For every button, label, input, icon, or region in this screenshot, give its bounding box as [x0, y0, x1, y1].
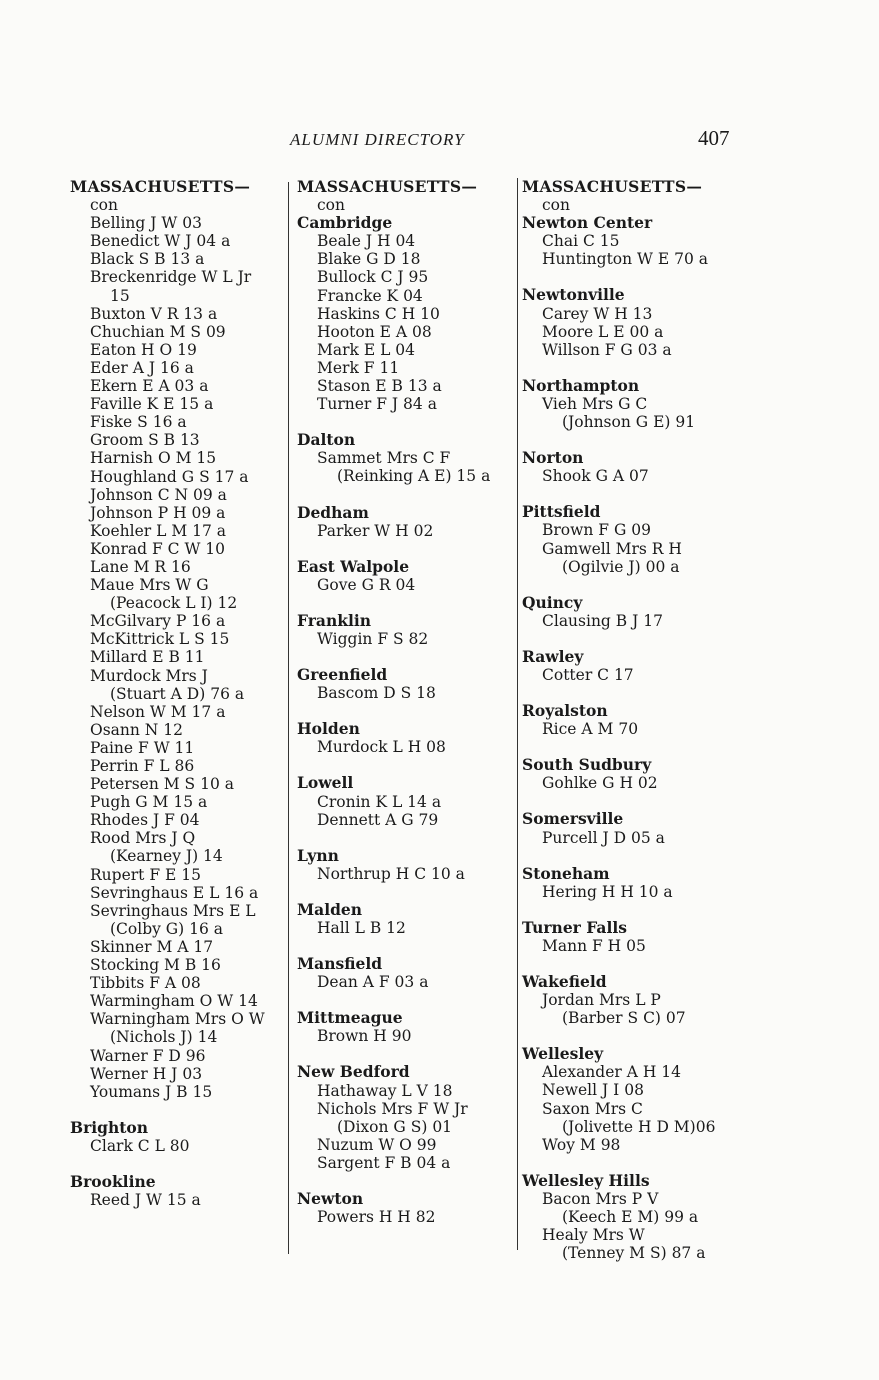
- column-divider: [288, 182, 289, 1254]
- directory-entry: Lane M R 16: [90, 557, 191, 576]
- directory-entry: Dean A F 03 a: [317, 973, 429, 992]
- city-heading: Brookline: [70, 1171, 156, 1191]
- city-heading: Pittsfield: [522, 502, 601, 522]
- directory-entry: McGilvary P 16 a: [90, 612, 226, 631]
- city-heading: Somersville: [522, 809, 624, 829]
- directory-entry: Francke K 04: [317, 286, 423, 305]
- directory-entry: Bascom D S 18: [317, 684, 436, 703]
- entry-continuation: (Ogilvie J) 00 a: [562, 557, 680, 576]
- city-heading: Franklin: [297, 610, 371, 630]
- directory-entry: Sargent F B 04 a: [317, 1153, 451, 1172]
- directory-entry: Werner H J 03: [90, 1064, 203, 1083]
- city-heading: Quincy: [522, 592, 583, 612]
- city-group: [522, 973, 742, 1027]
- continued-label: con: [542, 196, 570, 215]
- directory-entry: Hering H H 10 a: [542, 882, 673, 901]
- city-heading: Rawley: [522, 646, 584, 666]
- city-heading: New Bedford: [297, 1062, 410, 1082]
- city-heading: Wellesley Hills: [522, 1170, 650, 1190]
- city-group: [297, 720, 511, 756]
- directory-entry: Johnson P H 09 a: [90, 503, 226, 522]
- directory-entry: Millard E B 11: [90, 648, 205, 667]
- directory-entry: Pugh G M 15 a: [90, 793, 208, 812]
- directory-entry: Carey W H 13: [542, 304, 653, 323]
- directory-entry: Houghland G S 17 a: [90, 467, 249, 486]
- directory-entry: Chai C 15: [542, 232, 620, 251]
- city-heading: Holden: [297, 719, 360, 739]
- directory-entry: Faville K E 15 a: [90, 395, 214, 414]
- entry-continuation: (Keech E M) 99 a: [562, 1208, 699, 1227]
- directory-entry: Alexander A H 14: [542, 1063, 682, 1082]
- city-group: [297, 1009, 511, 1045]
- directory-entry: Cotter C 17: [542, 665, 634, 684]
- directory-column-2: [297, 178, 511, 1244]
- directory-entry: Murdock Mrs J: [90, 666, 208, 685]
- directory-entry: Mark E L 04: [317, 340, 416, 359]
- directory-entry: Belling J W 03: [90, 214, 202, 233]
- directory-entry: Gove G R 04: [317, 575, 416, 594]
- directory-entry: Nichols Mrs F W Jr: [317, 1099, 468, 1118]
- directory-entry: Chuchian M S 09: [90, 322, 226, 341]
- city-group: [297, 1190, 511, 1226]
- page-header: [0, 126, 879, 156]
- city-group: [522, 865, 742, 901]
- directory-entry: Hathaway L V 18: [317, 1081, 453, 1100]
- directory-entry: Sevringhaus E L 16 a: [90, 883, 259, 902]
- city-group: [297, 612, 511, 648]
- city-group: [70, 1173, 288, 1209]
- city-group: [297, 955, 511, 991]
- directory-entry: Fiske S 16 a: [90, 413, 187, 432]
- city-heading: Stoneham: [522, 863, 610, 883]
- city-heading: Lowell: [297, 773, 354, 793]
- city-group: [522, 702, 742, 738]
- directory-entry: Parker W H 02: [317, 521, 434, 540]
- entry-continuation: (Barber S C) 07: [562, 1009, 686, 1028]
- entry-continuation: (Tenney M S) 87 a: [562, 1244, 706, 1263]
- directory-entry: Skinner M A 17: [90, 937, 214, 956]
- directory-entry: Paine F W 11: [90, 738, 195, 757]
- directory-entry: Eaton H O 19: [90, 340, 197, 359]
- directory-entry: Willson F G 03 a: [542, 340, 672, 359]
- city-group: [297, 214, 511, 413]
- directory-entry: Harnish O M 15: [90, 449, 217, 468]
- directory-entry: Wiggin F S 82: [317, 629, 429, 648]
- city-heading: Norton: [522, 448, 584, 468]
- city-heading: Brighton: [70, 1117, 149, 1137]
- directory-entry: Osann N 12: [90, 720, 184, 739]
- directory-entry: Bullock C J 95: [317, 268, 429, 287]
- directory-entry: Hooton E A 08: [317, 322, 432, 341]
- directory-entry: Warmingham O W 14: [90, 992, 258, 1011]
- city-group: [522, 756, 742, 792]
- directory-entry: McKittrick L S 15: [90, 630, 230, 649]
- directory-entry: Gamwell Mrs R H: [542, 539, 682, 558]
- city-group: [522, 503, 742, 575]
- entry-continuation: (Dixon G S) 01: [337, 1117, 453, 1136]
- directory-entry: Bacon Mrs P V: [542, 1189, 659, 1208]
- city-group: [522, 214, 742, 268]
- city-group: [297, 666, 511, 702]
- city-group: [297, 847, 511, 883]
- directory-entry: Huntington W E 70 a: [542, 250, 709, 269]
- directory-entry: Murdock L H 08: [317, 738, 446, 757]
- city-group: [522, 286, 742, 358]
- city-group: [522, 449, 742, 485]
- state-heading: MASSACHUSETTS—: [297, 177, 478, 196]
- directory-entry: Warningham Mrs O W: [90, 1010, 265, 1029]
- directory-entry: Reed J W 15 a: [90, 1191, 201, 1210]
- continued-label: con: [317, 196, 345, 215]
- directory-entry: Vieh Mrs G C: [542, 394, 648, 413]
- directory-entry: Shook G A 07: [542, 467, 649, 486]
- directory-entry: Saxon Mrs C: [542, 1099, 643, 1118]
- directory-entry: Stocking M B 16: [90, 956, 221, 975]
- directory-entry: Groom S B 13: [90, 431, 200, 450]
- directory-entry: Newell J I 08: [542, 1081, 644, 1100]
- city-heading: Royalston: [522, 701, 608, 721]
- city-heading: Dalton: [297, 430, 356, 450]
- directory-entry: Nuzum W O 99: [317, 1135, 437, 1154]
- city-group: [297, 1063, 511, 1172]
- directory-entry: Warner F D 96: [90, 1046, 206, 1065]
- directory-entry: Clausing B J 17: [542, 611, 663, 630]
- city-heading: East Walpole: [297, 556, 410, 576]
- directory-entry: Brown F G 09: [542, 521, 652, 540]
- city-heading: Newton Center: [522, 213, 653, 233]
- city-heading: Malden: [297, 899, 363, 919]
- city-heading: Northampton: [522, 375, 640, 395]
- directory-entry: Powers H H 82: [317, 1208, 436, 1227]
- directory-entry: Rood Mrs J Q: [90, 829, 196, 848]
- directory-entry: Merk F 11: [317, 358, 400, 377]
- city-group: [297, 558, 511, 594]
- city-group: [522, 810, 742, 846]
- running-title: ALUMNI DIRECTORY: [290, 130, 465, 149]
- directory-entry: Rupert F E 15: [90, 865, 201, 884]
- city-group: [70, 1119, 288, 1155]
- city-heading: Cambridge: [297, 213, 393, 233]
- city-group: [522, 594, 742, 630]
- directory-entry: Sammet Mrs C F: [317, 449, 451, 468]
- city-heading: Lynn: [297, 845, 339, 865]
- directory-entry: Breckenridge W L Jr: [90, 268, 252, 287]
- entry-continuation: (Peacock L I) 12: [110, 594, 238, 613]
- entry-continuation: (Colby G) 16 a: [110, 919, 224, 938]
- city-heading: Turner Falls: [522, 917, 627, 937]
- city-group: [297, 774, 511, 828]
- city-group: [297, 504, 511, 540]
- city-group: [297, 431, 511, 485]
- city-heading: Wakefield: [522, 972, 607, 991]
- directory-entry: Maue Mrs W G: [90, 576, 209, 595]
- continued-label: con: [90, 196, 118, 215]
- city-heading: Dedham: [297, 502, 369, 522]
- directory-column-1: [70, 178, 288, 1227]
- directory-entry: Koehler L M 17 a: [90, 521, 227, 540]
- directory-entry: Blake G D 18: [317, 250, 421, 269]
- directory-entry: Petersen M S 10 a: [90, 775, 234, 794]
- directory-entry: Nelson W M 17 a: [90, 702, 226, 721]
- directory-entry: Ekern E A 03 a: [90, 377, 209, 396]
- entry-continuation: (Reinking A E) 15 a: [337, 467, 491, 486]
- directory-entry: Turner F J 84 a: [317, 395, 437, 414]
- state-heading: MASSACHUSETTS—: [522, 177, 703, 196]
- directory-entry: Youmans J B 15: [90, 1082, 213, 1101]
- directory-entry: Rice A M 70: [542, 720, 639, 739]
- entry-continuation: (Stuart A D) 76 a: [110, 684, 245, 703]
- directory-entry: Sevringhaus Mrs E L: [90, 901, 256, 920]
- city-group: [297, 901, 511, 937]
- city-group: [522, 1045, 742, 1154]
- directory-entry: Gohlke G H 02: [542, 774, 658, 793]
- city-heading: Newtonville: [522, 285, 625, 305]
- directory-entry: Clark C L 80: [90, 1136, 190, 1155]
- city-group: [522, 648, 742, 684]
- directory-entry: Rhodes J F 04: [90, 811, 200, 830]
- entry-continuation: (Jolivette H D M)06: [562, 1117, 716, 1136]
- city-heading: South Sudbury: [522, 755, 652, 775]
- directory-entry: Konrad F C W 10: [90, 539, 226, 558]
- state-heading: MASSACHUSETTS—: [70, 177, 251, 196]
- directory-entry: Haskins C H 10: [317, 304, 440, 323]
- directory-entry: Healy Mrs W: [542, 1226, 645, 1245]
- city-heading: Newton: [297, 1189, 364, 1209]
- directory-entry: Mann F H 05: [542, 936, 646, 955]
- directory-entry: Cronin K L 14 a: [317, 792, 442, 811]
- directory-entry: Northrup H C 10 a: [317, 864, 465, 883]
- city-heading: Mansfield: [297, 954, 383, 974]
- directory-entry: Perrin F L 86: [90, 757, 195, 775]
- city-group: [522, 1172, 742, 1262]
- directory-entry: Tibbits F A 08: [90, 974, 201, 993]
- directory-entry: Stason E B 13 a: [317, 377, 442, 396]
- directory-entry: Johnson C N 09 a: [90, 485, 227, 504]
- directory-entry: Benedict W J 04 a: [90, 232, 231, 251]
- directory-entry: Buxton V R 13 a: [90, 304, 218, 323]
- directory-column-3: [522, 178, 742, 1280]
- directory-entry: Woy M 98: [542, 1135, 621, 1154]
- city-group: [522, 377, 742, 431]
- directory-entry: Beale J H 04: [317, 232, 416, 251]
- directory-entry: Hall L B 12: [317, 919, 406, 937]
- entry-continuation: 15: [110, 286, 130, 305]
- directory-entry: Eder A J 16 a: [90, 358, 194, 377]
- entry-continuation: (Nichols J) 14: [110, 1028, 218, 1047]
- city-heading: Greenfield: [297, 665, 388, 685]
- column-divider: [517, 178, 518, 1250]
- page-number: 407: [698, 126, 730, 150]
- entry-continuation: (Johnson G E) 91: [562, 413, 696, 432]
- city-heading: Mittmeague: [297, 1008, 403, 1028]
- directory-entry: Purcell J D 05 a: [542, 828, 665, 847]
- city-group: [522, 919, 742, 955]
- directory-entry: Jordan Mrs L P: [542, 991, 661, 1010]
- directory-entry: Dennett A G 79: [317, 810, 439, 829]
- city-heading: Wellesley: [522, 1044, 604, 1064]
- entry-group: [70, 214, 288, 1101]
- directory-entry: Black S B 13 a: [90, 250, 205, 269]
- entry-continuation: (Kearney J) 14: [110, 847, 223, 866]
- directory-entry: Moore L E 00 a: [542, 322, 664, 341]
- directory-entry: Brown H 90: [317, 1027, 412, 1046]
